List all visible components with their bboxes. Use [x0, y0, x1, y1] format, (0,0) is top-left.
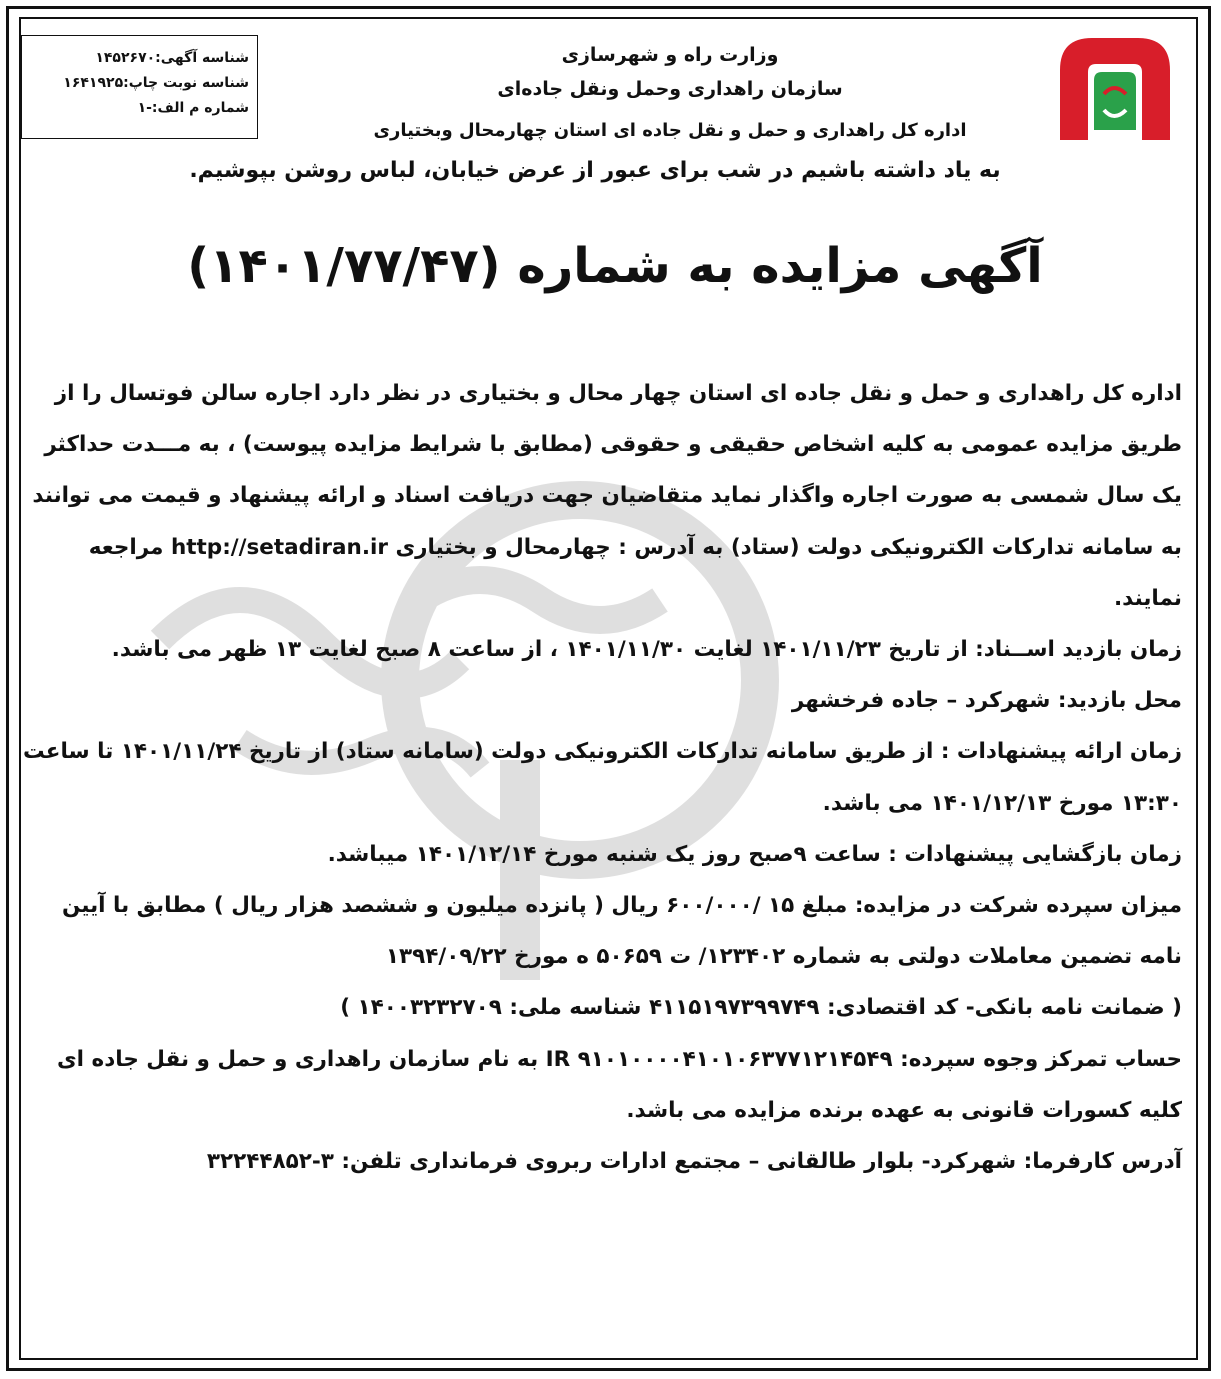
offer-time-label: زمان ارائه پیشنهادات : — [940, 739, 1182, 765]
ad-id: شناسه آگهی:۱۴۵۲۶۷۰ — [95, 50, 249, 66]
organization-name: سازمان راهداری وحمل ونقل جاده‌ای — [497, 78, 843, 100]
ministry-name: وزارت راه و شهرسازی — [561, 44, 779, 66]
visit-place — [22, 675, 1182, 726]
ad-id-box — [21, 35, 258, 139]
employer-address — [22, 1136, 1182, 1187]
deposit-value: مبلغ ۱۵ /۶۰۰/۰۰۰ ریال ( پانزده میلیون و ششصد هزار ریال ) مطابق با آیین نامه تضمین معاملات دولتی به شماره ۱۲۳۴۰۲/ ت ۵۰۶۵۹ ه مورخ ۱۳۹۴/۰۹/۲۲ — [61, 893, 1182, 970]
intro-text-4: مراجعه نمایند. — [88, 534, 1182, 611]
ad-number: شماره م الف:-۱ — [137, 100, 249, 116]
opening-label: زمان بازگشایی پیشنهادات : — [888, 841, 1182, 867]
setad-link[interactable]: http://setadiran.ir — [170, 534, 388, 560]
account: حساب تمرکز وجوه سپرده: IR ۹۱۰۱۰۰۰۰۴۱۰۱۰۶۳۷۷۱۲۱۴۵۴۹ به نام سازمان راهداری و حمل و نقل جاده ای — [56, 1046, 1182, 1072]
guarantee: ( ضمانت نامه بانکی- کد اقتصادی: ۴۱۱۵۱۹۷۳۹۹۷۴۹ شناسه ملی: ۱۴۰۰۳۲۳۲۷۰۹ ) — [340, 995, 1182, 1021]
provincial-office: اداره کل راهداری و حمل و نقل جاده ای استان چهارمحال وبختیاری — [373, 120, 967, 141]
safety-slogan: به یاد داشته باشیم در شب برای عبور از عرض خیابان، لباس روشن بپوشیم. — [189, 158, 1001, 183]
print-id: شناسه نوبت چاپ:۱۶۴۱۹۲۵ — [63, 75, 249, 91]
opening-value: ساعت ۹صبح روز یک شنبه مورخ ۱۴۰۱/۱۲/۱۴ میباشد. — [327, 841, 889, 867]
deposit — [22, 880, 1182, 982]
opening-time — [22, 829, 1182, 880]
intro-text-3: به صورت اجاره واگذار نماید متقاضیان جهت دریافت اسناد و ارائه پیشنهاد و قیمت می توانند به سامانه تدارکات الکترونیکی دولت (ستاد) به آدرس : چهارمحال و بختیاری — [32, 483, 1182, 560]
deposit-label: میزان سپرده شرکت در مزایده: — [854, 893, 1182, 919]
intro-bold-duration: حداکثر یک سال شمسی — [44, 432, 1182, 509]
announcement-body — [22, 368, 1182, 1187]
organization-logo — [1050, 30, 1180, 142]
visit-time: زمان بازدید اســناد: از تاریخ ۱۴۰۱/۱۱/۲۳ لغایت ۱۴۰۱/۱۱/۳۰ ، از ساعت ۸ صبح لغایت ۱۳ ظهر می باشد. — [111, 637, 1182, 663]
address-value: شهرکرد- بلوار طالقانی – مجتمع ادارات ربروی فرمانداری تلفن: ۳-۳۲۲۴۴۸۵۲ — [206, 1149, 1024, 1175]
intro-bold-office: اداره کل راهداری و حمل و نقل جاده ای استان چهار محال و بختیاری — [458, 381, 1182, 406]
offer-time — [22, 726, 1182, 828]
offer-time-value: از طریق سامانه تدارکات الکترونیکی دولت (سامانه ستاد) از تاریخ ۱۴۰۱/۱۱/۲۴ تا ساعت ۱۳:۳۰ مورخ ۱۴۰۱/۱۲/۱۳ می باشد. — [23, 739, 1182, 816]
intro-text-2: را از طریق مزایده عمومی به کلیه اشخاص حقیقی و حقوقی (مطابق با شرایط مزایده پیوست) ، به مـــدت — [54, 381, 1182, 458]
visit-place-value: شهرکرد – جاده فرخشهر — [791, 688, 1058, 714]
deductions: کلیه کسورات قانونی به عهده برنده مزایده می باشد. — [626, 1097, 1182, 1123]
page-title: آگهی مزایده به شماره (۱۴۰۱/۷۷/۴۷) — [187, 238, 1043, 294]
ministry-header — [420, 38, 920, 106]
intro-bold-subject: اجاره سالن فوتسال — [109, 381, 322, 406]
intro-text-1: در نظر دارد — [321, 381, 459, 406]
visit-place-label: محل بازدید: — [1057, 688, 1182, 714]
intro-paragraph — [22, 368, 1182, 624]
address-label: آدرس کارفرما: — [1023, 1149, 1182, 1175]
